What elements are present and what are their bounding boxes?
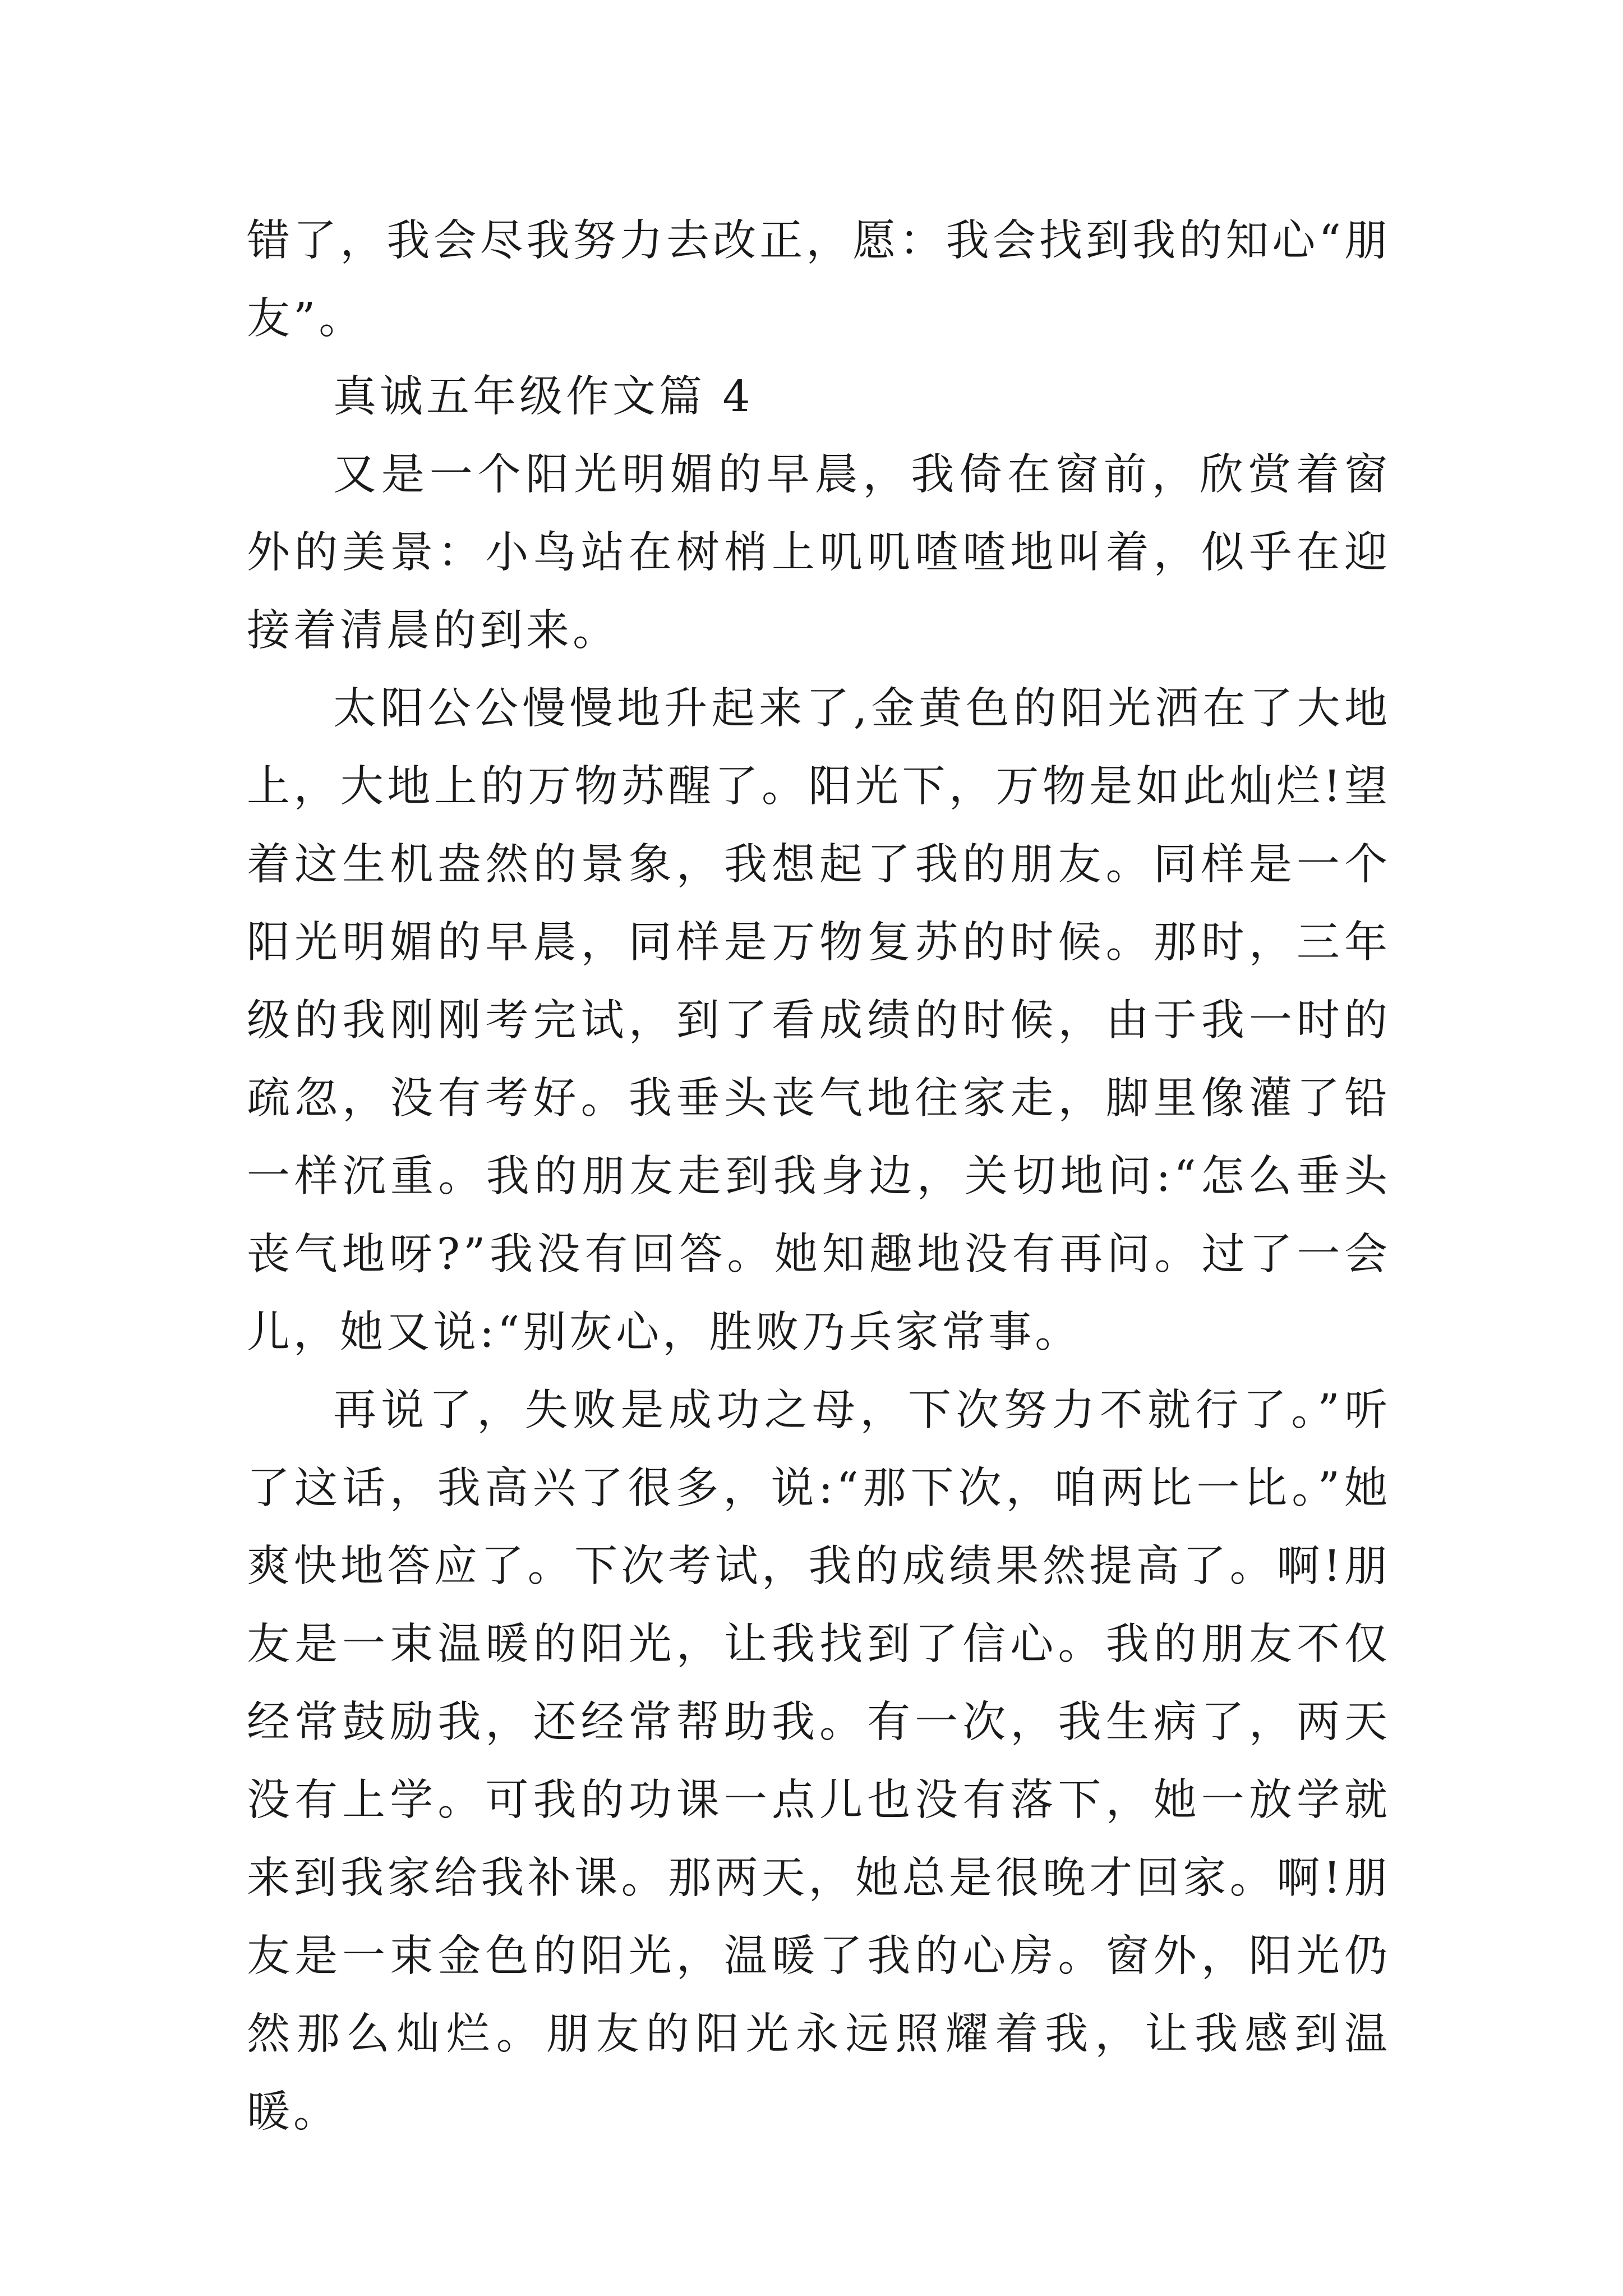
document-body (247, 202, 1391, 2151)
paragraph-memory: 太阳公公慢慢地升起来了,金黄色的阳光洒在了大地上，大地上的万物苏醒了。阳光下，万物是如此灿烂!望着这生机盎然的景象，我想起了我的朋友。同样是一个阳光明媚的早晨，同样是万物复苏的时候。那时，三年级的我刚刚考完试，到了看成绩的时候，由于我一时的疏忽，没有考好。我垂头丧气地往家走，脚里像灌了铅一样沉重。我的朋友走到我身边，关切地问:“怎么垂头丧气地呀?”我没有回答。她知趣地没有再问。过了一会儿，她又说:“别灰心，胜败乃兵家常事。 (247, 684, 1391, 1358)
paragraph-morning: 又是一个阳光明媚的早晨，我倚在窗前，欣赏着窗外的美景：小鸟站在树梢上叽叽喳喳地叫着，似乎在迎接着清晨的到来。 (247, 450, 1391, 656)
section-heading: 真诚五年级作文篇 4 (333, 372, 754, 422)
paragraph-friendship: 再说了，失败是成功之母，下次努力不就行了。”听了这话，我高兴了很多，说:“那下次，咱两比一比。”她爽快地答应了。下次考试，我的成绩果然提高了。啊!朋友是一束温暖的阳光，让我找到了信心。我的朋友不仅经常鼓励我，还经常帮助我。有一次，我生病了，两天没有上学。可我的功课一点儿也没有落下，她一放学就来到我家给我补课。那两天，她总是很晚才回家。啊!朋友是一束金色的阳光，温暖了我的心房。窗外，阳光仍然那么灿烂。朋友的阳光永远照耀着我，让我感到温暖。 (247, 1386, 1391, 2137)
paragraph-continuation: 错了，我会尽我努力去改正，愿：我会找到我的知心“朋友”。 (247, 216, 1391, 344)
